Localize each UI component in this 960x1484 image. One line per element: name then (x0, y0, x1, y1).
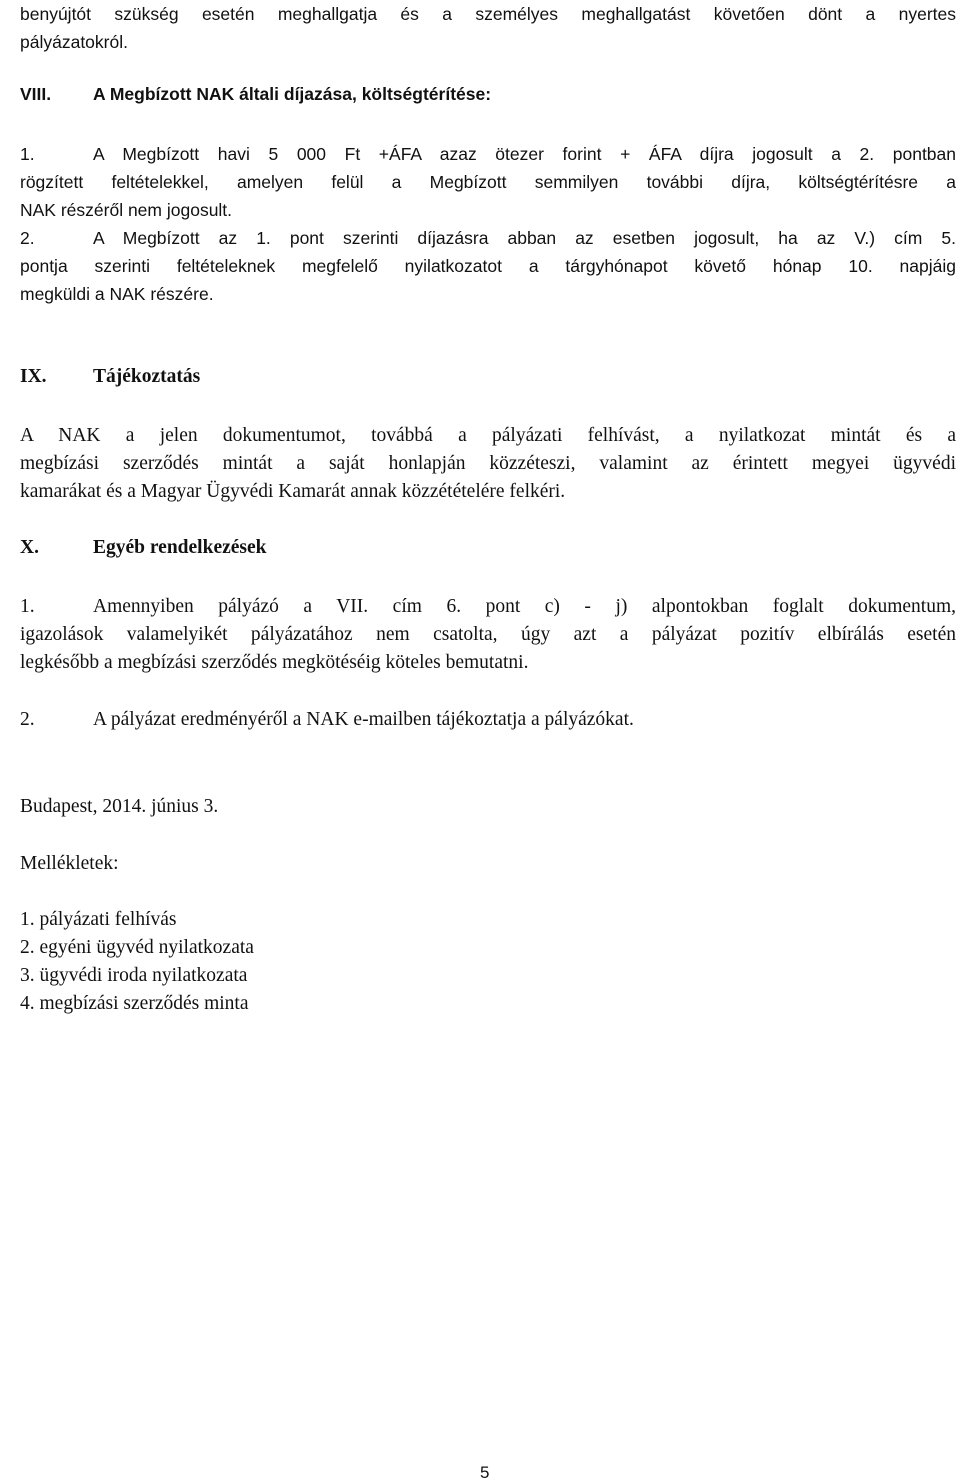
item-text-line: megküldi a NAK részére. (20, 284, 214, 304)
intro-line: benyújtót szükség esetén meghallgatja és a személyes meghallgatást követően dönt a nyertes (20, 4, 956, 24)
section-9-heading (20, 366, 200, 388)
paragraph-line: kamarákat és a Magyar Ügyvédi Kamarát annak közzétételére felkéri. (20, 481, 566, 502)
paragraph-line: A NAK a jelen dokumentumot, továbbá a pályázati felhívást, a nyilatkozat mintát és a (20, 425, 956, 446)
paragraph-line: megbízási szerződés mintát a saját honlapján közzéteszi, valamint az érintett megyei ügyvédi (20, 453, 956, 474)
section-10-number: X. (20, 537, 39, 558)
item-text: A pályázat eredményéről a NAK e-mailben tájékoztatja a pályázókat. (93, 709, 634, 730)
item-text-line: igazolások valamelyikét pályázatához nem csatolta, úgy azt a pályázat pozitív elbírálás esetén (20, 624, 956, 645)
section-8-number: VIII. (20, 84, 52, 104)
item-text-line: NAK részéről nem jogosult. (20, 200, 233, 220)
section-8-item-2 (20, 224, 956, 308)
item-number: 2. (20, 228, 35, 248)
item-text-line: rögzített feltételekkel, amelyen felül a Megbízott semmilyen további díjra, költségtérítésre a (20, 172, 956, 192)
section-9-paragraph (20, 422, 956, 506)
attachment-item: 2. egyéni ügyvéd nyilatkozata (20, 937, 254, 958)
attachment-item: 4. megbízási szerződés minta (20, 993, 249, 1014)
item-text-line: Amennyiben pályázó a VII. cím 6. pont c) - j) alpontokban foglalt dokumentum, (93, 596, 956, 617)
intro-line: pályázatokról. (20, 32, 128, 52)
section-8-heading (20, 84, 491, 105)
section-9-title: Tájékoztatás (93, 366, 201, 387)
intro-paragraph (20, 0, 956, 56)
section-8-title: A Megbízott NAK általi díjazása, költségtérítése: (93, 84, 492, 104)
item-text-line: legkésőbb a megbízási szerződés megkötéséig köteles bemutatni. (20, 652, 529, 673)
item-text-line: A Megbízott havi 5 000 Ft +ÁFA azaz ötezer forint + ÁFA díjra jogosult a 2. pontban (93, 144, 956, 164)
section-10-title: Egyéb rendelkezések (93, 537, 267, 558)
attachments-label: Mellékletek: (20, 853, 119, 874)
item-text-line: pontja szerinti feltételeknek megfelelő nyilatkozatot a tárgyhónapot követő hónap 10. napjáig (20, 256, 956, 276)
page-number: 5 (480, 1463, 490, 1482)
section-9-number: IX. (20, 366, 47, 387)
item-number: 2. (20, 709, 35, 730)
item-number: 1. (20, 596, 35, 617)
section-8-item-1 (20, 140, 956, 224)
attachment-item: 1. pályázati felhívás (20, 909, 177, 930)
section-10-heading (20, 537, 267, 559)
section-10-item-2 (20, 709, 634, 731)
item-text-line: A Megbízott az 1. pont szerinti díjazásra abban az esetben jogosult, ha az V.) cím 5. (93, 228, 956, 248)
item-number: 1. (20, 144, 35, 164)
section-10-item-1 (20, 593, 956, 677)
attachment-item: 3. ügyvédi iroda nyilatkozata (20, 965, 248, 986)
place-date: Budapest, 2014. június 3. (20, 796, 219, 817)
